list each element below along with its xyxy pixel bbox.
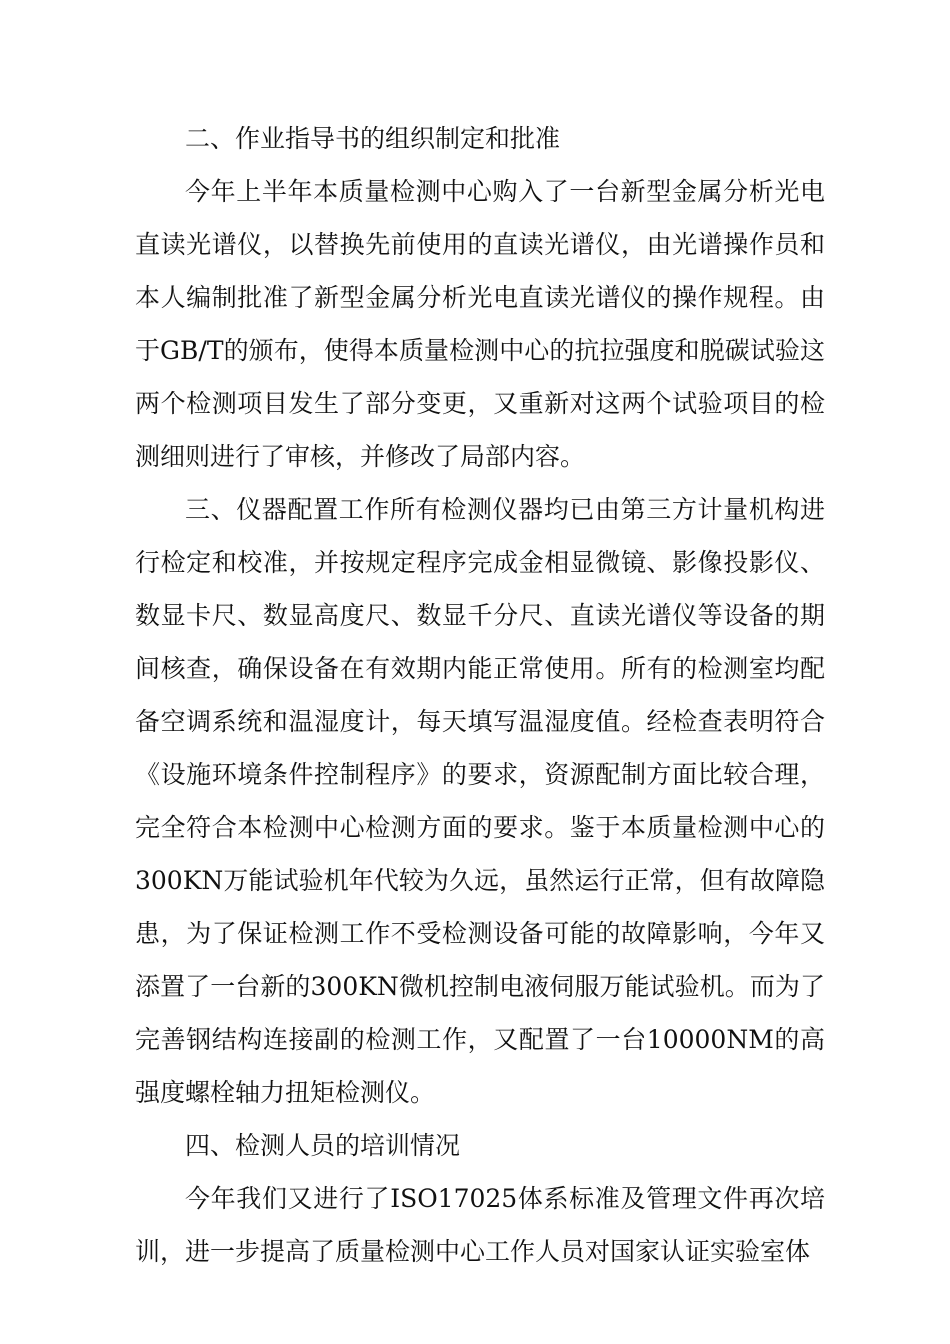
section-heading: 四、检测人员的培训情况 (185, 1131, 461, 1160)
paragraph: 三、仪器配置工作所有检测仪器均已由第三方计量机构进行检定和校准，并按规定程序完成金相显微镜、影像投影仪、数显卡尺、数显高度尺、数显千分尺、直读光谱仪等设备的期间核查，确保设备在有效期内能正常使用。所有的检测室均配备空调系统和温湿度计，每天填写温湿度值。经检查表明符合《设施环境条件控制程序》的要求，资源配制方面比较合理，完全符合本检测中心检测方面的要求。鉴于本质量检测中心的300KN万能试验机年代较为久远，虽然运行正常，但有故障隐患，为了保证检测工作不受检测设备可能的故障影响，今年又添置了一台新的300KN微机控制电液伺服万能试验机。而为了完善钢结构连接副的检测工作，又配置了一台10000NM的高强度螺栓轴力扭矩检测仪。 (135, 495, 825, 1107)
section-heading: 二、作业指导书的组织制定和批准 (185, 124, 561, 153)
paragraph: 今年上半年本质量检测中心购入了一台新型金属分析光电直读光谱仪，以替换先前使用的直读光谱仪，由光谱操作员和本人编制批准了新型金属分析光电直读光谱仪的操作规程。由于GB/T的颁布，使得本质量检测中心的抗拉强度和脱碳试验这两个检测项目发生了部分变更，又重新对这两个试验项目的检测细则进行了审核，并修改了局部内容。 (135, 177, 825, 471)
paragraph: 今年我们又进行了ISO17025体系标准及管理文件再次培训，进一步提高了质量检测中心工作人员对国家认证实验室体 (135, 1184, 825, 1266)
document-body (135, 112, 825, 1278)
